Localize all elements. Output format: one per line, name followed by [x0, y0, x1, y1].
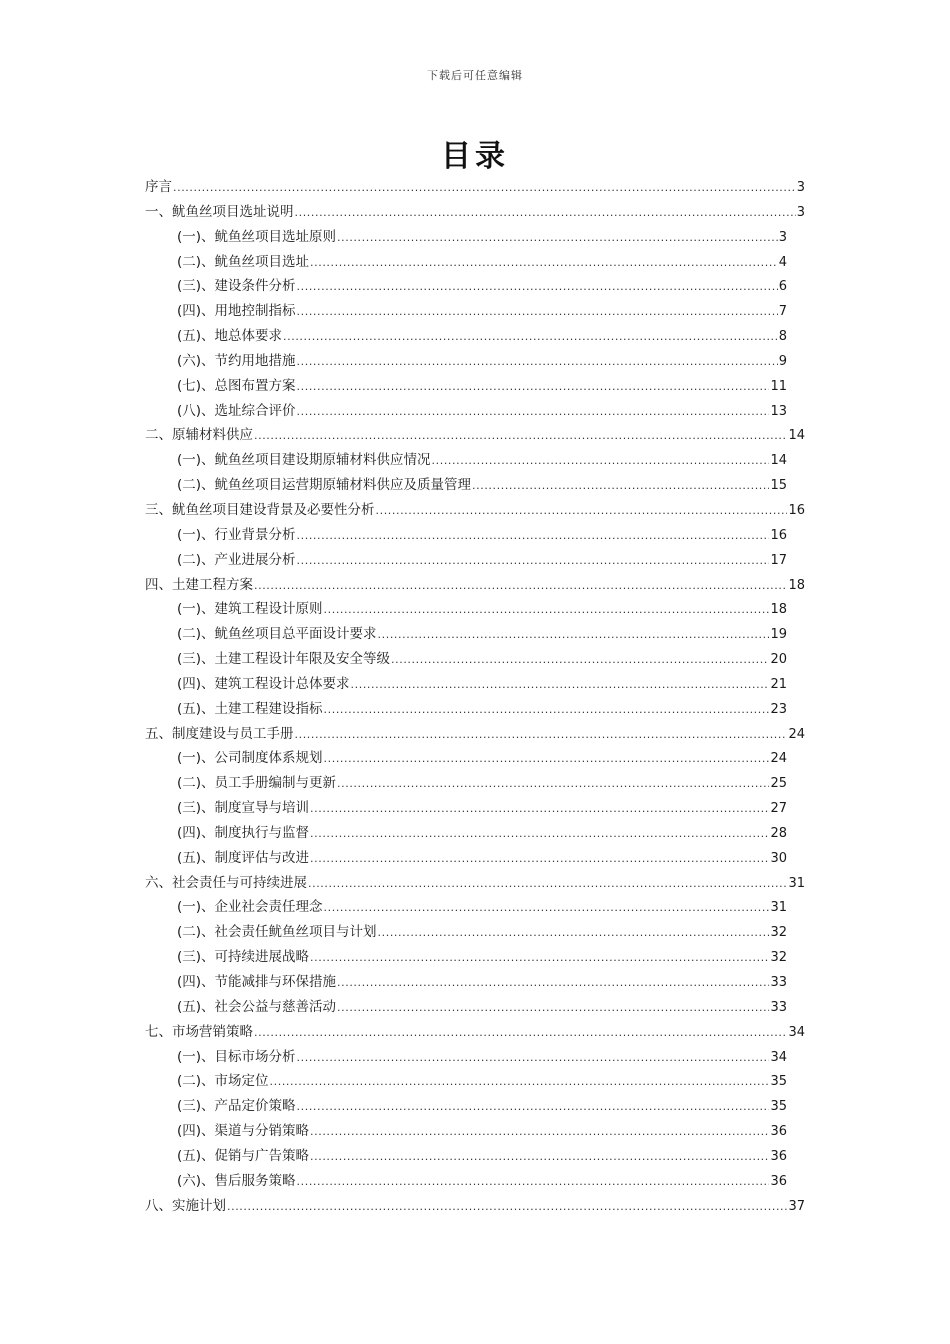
- toc-dot-leader: [270, 1069, 770, 1095]
- toc-entry[interactable]: [145, 622, 805, 647]
- toc-entry-page-number: 30: [770, 850, 787, 866]
- table-of-contents: [145, 175, 805, 1218]
- toc-entry-label: (三)、产品定价策略: [177, 1098, 296, 1115]
- toc-dot-leader: [310, 945, 769, 971]
- toc-entry-label: (二)、鱿鱼丝项目总平面设计要求: [177, 626, 377, 643]
- toc-entry[interactable]: [145, 672, 805, 697]
- toc-entry-page-number: 11: [770, 378, 787, 394]
- toc-entry[interactable]: [145, 871, 805, 896]
- toc-dot-leader: [310, 821, 769, 847]
- toc-entry-label: (三)、土建工程设计年限及安全等级: [177, 651, 391, 668]
- toc-entry-label: (五)、促销与广告策略: [177, 1147, 310, 1164]
- toc-entry-label: (二)、产业进展分析: [177, 551, 296, 568]
- toc-entry[interactable]: [145, 175, 805, 200]
- toc-entry[interactable]: [145, 1144, 805, 1169]
- toc-entry[interactable]: [145, 225, 805, 250]
- toc-entry-page-number: 35: [770, 1099, 787, 1115]
- toc-entry[interactable]: [145, 1169, 805, 1194]
- toc-entry-page-number: 33: [770, 999, 787, 1015]
- toc-entry[interactable]: [145, 250, 805, 275]
- toc-entry-label: (一)、鱿鱼丝项目建设期原辅材料供应情况: [177, 452, 431, 469]
- toc-dot-leader: [295, 722, 788, 748]
- toc-entry-label: (七)、总图布置方案: [177, 377, 296, 394]
- toc-dot-leader: [297, 1169, 770, 1195]
- toc-entry-label: 八、实施计划: [145, 1197, 226, 1214]
- toc-entry-page-number: 28: [770, 825, 787, 841]
- toc-entry-page-number: 16: [770, 527, 787, 543]
- toc-entry[interactable]: [145, 771, 805, 796]
- toc-dot-leader: [378, 622, 770, 648]
- toc-entry-page-number: 17: [770, 552, 787, 568]
- toc-dot-leader: [283, 324, 778, 350]
- toc-entry[interactable]: [145, 523, 805, 548]
- toc-entry[interactable]: [145, 573, 805, 598]
- toc-entry[interactable]: [145, 970, 805, 995]
- toc-entry-page-number: 24: [788, 726, 805, 742]
- toc-dot-leader: [376, 498, 788, 524]
- toc-entry[interactable]: [145, 597, 805, 622]
- toc-entry[interactable]: [145, 945, 805, 970]
- toc-entry-page-number: 35: [770, 1074, 787, 1090]
- toc-entry-label: (三)、建设条件分析: [177, 278, 296, 295]
- toc-dot-leader: [297, 1094, 770, 1120]
- toc-entry[interactable]: [145, 1020, 805, 1045]
- toc-dot-leader: [378, 920, 770, 946]
- toc-entry-page-number: 14: [770, 453, 787, 469]
- toc-entry-label: (四)、渠道与分销策略: [177, 1123, 310, 1140]
- toc-entry-page-number: 21: [770, 676, 787, 692]
- toc-entry-page-number: 3: [778, 229, 787, 245]
- toc-entry-page-number: 24: [770, 751, 787, 767]
- toc-dot-leader: [254, 423, 787, 449]
- toc-entry[interactable]: [145, 995, 805, 1020]
- toc-entry-label: (一)、行业背景分析: [177, 526, 296, 543]
- toc-entry-label: (二)、鱿鱼丝项目运营期原辅材料供应及质量管理: [177, 477, 472, 494]
- toc-entry-page-number: 18: [788, 577, 805, 593]
- toc-entry-page-number: 27: [770, 801, 787, 817]
- toc-entry-label: (四)、用地控制指标: [177, 303, 296, 320]
- toc-entry-label: (四)、制度执行与监督: [177, 824, 310, 841]
- toc-entry-page-number: 32: [770, 950, 787, 966]
- toc-entry-page-number: 20: [770, 652, 787, 668]
- toc-entry-label: 序言: [145, 179, 172, 195]
- toc-entry-page-number: 16: [788, 502, 805, 518]
- toc-dot-leader: [337, 995, 769, 1021]
- toc-entry-label: (五)、地总体要求: [177, 328, 283, 345]
- toc-entry-page-number: 15: [770, 478, 787, 494]
- toc-entry-label: 二、原辅材料供应: [145, 427, 253, 444]
- toc-entry-label: (四)、节能减排与环保措施: [177, 974, 337, 990]
- toc-entry-label: 一、鱿鱼丝项目选址说明: [145, 203, 294, 220]
- toc-dot-leader: [297, 399, 770, 425]
- toc-dot-leader: [297, 548, 770, 574]
- toc-entry-label: 三、鱿鱼丝项目建设背景及必要性分析: [145, 501, 375, 518]
- toc-entry[interactable]: [145, 746, 805, 771]
- toc-entry-label: (一)、建筑工程设计原则: [177, 601, 323, 618]
- toc-entry-label: (二)、鱿鱼丝项目选址: [177, 253, 310, 270]
- toc-dot-leader: [310, 1119, 769, 1145]
- toc-entry-page-number: 36: [770, 1124, 787, 1140]
- toc-entry-label: (一)、目标市场分析: [177, 1048, 296, 1065]
- toc-title: 目录: [441, 139, 509, 174]
- toc-entry-page-number: 9: [778, 353, 787, 369]
- toc-dot-leader: [337, 225, 778, 251]
- toc-entry-label: 六、社会责任与可持续进展: [145, 874, 307, 891]
- toc-entry-label: (五)、社会公益与慈善活动: [177, 998, 337, 1015]
- toc-entry[interactable]: [145, 796, 805, 821]
- toc-dot-leader: [227, 1194, 787, 1220]
- toc-entry-page-number: 36: [770, 1173, 787, 1189]
- toc-entry-page-number: 37: [788, 1198, 805, 1214]
- toc-entry-page-number: 33: [770, 975, 787, 990]
- toc-entry[interactable]: [145, 1094, 805, 1119]
- toc-entry-label: 七、市场营销策略: [145, 1023, 253, 1040]
- toc-entry[interactable]: [145, 399, 805, 424]
- toc-entry-page-number: 32: [770, 925, 787, 941]
- toc-entry-page-number: 19: [770, 627, 787, 643]
- toc-entry-page-number: 3: [796, 180, 805, 195]
- toc-entry[interactable]: [145, 274, 805, 299]
- toc-entry-page-number: 36: [770, 1148, 787, 1164]
- toc-dot-leader: [173, 175, 796, 201]
- toc-entry-label: (一)、公司制度体系规划: [177, 750, 323, 767]
- toc-entry-label: (三)、可持续进展战略: [177, 949, 310, 966]
- toc-entry[interactable]: [145, 423, 805, 448]
- toc-entry-page-number: 14: [788, 428, 805, 444]
- toc-entry-label: (二)、社会责任鱿鱼丝项目与计划: [177, 924, 377, 941]
- toc-entry[interactable]: [145, 349, 805, 374]
- toc-entry-label: (八)、选址综合评价: [177, 402, 296, 419]
- toc-entry-label: (四)、建筑工程设计总体要求: [177, 675, 350, 692]
- toc-entry-page-number: 31: [788, 875, 805, 891]
- toc-entry-page-number: 13: [770, 403, 787, 419]
- toc-entry[interactable]: [145, 647, 805, 672]
- toc-entry-label: (一)、鱿鱼丝项目选址原则: [177, 228, 337, 245]
- toc-entry-page-number: 34: [788, 1024, 805, 1040]
- toc-entry[interactable]: [145, 200, 805, 225]
- toc-dot-leader: [337, 970, 769, 996]
- toc-entry[interactable]: [145, 299, 805, 324]
- toc-dot-leader: [337, 771, 769, 797]
- toc-dot-leader: [308, 871, 787, 897]
- toc-dot-leader: [297, 299, 778, 325]
- toc-entry-label: (二)、市场定位: [177, 1073, 269, 1090]
- toc-entry-label: (六)、节约用地措施: [177, 352, 296, 369]
- toc-entry-page-number: 34: [770, 1049, 787, 1065]
- toc-dot-leader: [297, 349, 778, 375]
- toc-dot-leader: [254, 1020, 787, 1046]
- toc-entry[interactable]: [145, 1194, 805, 1219]
- toc-dot-leader: [297, 374, 770, 400]
- toc-entry-page-number: 3: [796, 204, 805, 220]
- toc-entry-page-number: 31: [770, 900, 787, 916]
- toc-dot-leader: [310, 250, 778, 276]
- toc-entry[interactable]: [145, 846, 805, 871]
- toc-dot-leader: [310, 796, 769, 822]
- toc-dot-leader: [324, 746, 770, 772]
- toc-entry[interactable]: [145, 374, 805, 399]
- header-note: 下载后可任意编辑: [427, 69, 523, 82]
- toc-entry-page-number: 7: [778, 304, 787, 320]
- toc-entry-label: (三)、制度宣导与培训: [177, 800, 310, 817]
- toc-dot-leader: [295, 200, 796, 226]
- toc-entry-label: (一)、企业社会责任理念: [177, 899, 323, 916]
- toc-entry[interactable]: [145, 448, 805, 473]
- toc-entry-label: (五)、土建工程建设指标: [177, 700, 323, 717]
- toc-entry-label: 四、土建工程方案: [145, 576, 253, 593]
- toc-dot-leader: [351, 672, 770, 698]
- toc-dot-leader: [254, 573, 787, 599]
- toc-entry-page-number: 25: [770, 776, 787, 792]
- toc-entry-label: 五、制度建设与员工手册: [145, 725, 294, 742]
- toc-dot-leader: [297, 1045, 770, 1071]
- toc-dot-leader: [432, 448, 770, 474]
- toc-dot-leader: [324, 697, 770, 723]
- toc-entry-page-number: 23: [770, 701, 787, 717]
- toc-dot-leader: [324, 597, 770, 623]
- toc-dot-leader: [391, 647, 769, 673]
- toc-entry-label: (二)、员工手册编制与更新: [177, 775, 337, 792]
- toc-entry[interactable]: [145, 548, 805, 573]
- toc-dot-leader: [310, 846, 769, 872]
- toc-dot-leader: [472, 473, 769, 499]
- toc-dot-leader: [324, 895, 770, 921]
- toc-entry[interactable]: [145, 1069, 805, 1094]
- toc-entry-page-number: 8: [778, 329, 787, 345]
- toc-entry[interactable]: [145, 324, 805, 349]
- toc-entry-label: (六)、售后服务策略: [177, 1172, 296, 1189]
- toc-entry-page-number: 6: [778, 279, 787, 295]
- toc-entry[interactable]: [145, 697, 805, 722]
- toc-entry-page-number: 4: [778, 254, 787, 270]
- toc-entry-page-number: 18: [770, 602, 787, 618]
- toc-entry[interactable]: [145, 1045, 805, 1070]
- toc-entry[interactable]: [145, 895, 805, 920]
- toc-dot-leader: [310, 1144, 769, 1170]
- toc-entry-label: (五)、制度评估与改进: [177, 849, 310, 866]
- toc-dot-leader: [297, 523, 770, 549]
- toc-entry[interactable]: [145, 920, 805, 945]
- toc-entry[interactable]: [145, 821, 805, 846]
- toc-entry[interactable]: [145, 498, 805, 523]
- toc-entry[interactable]: [145, 722, 805, 747]
- toc-entry[interactable]: [145, 1119, 805, 1144]
- toc-dot-leader: [297, 274, 778, 300]
- toc-entry[interactable]: [145, 473, 805, 498]
